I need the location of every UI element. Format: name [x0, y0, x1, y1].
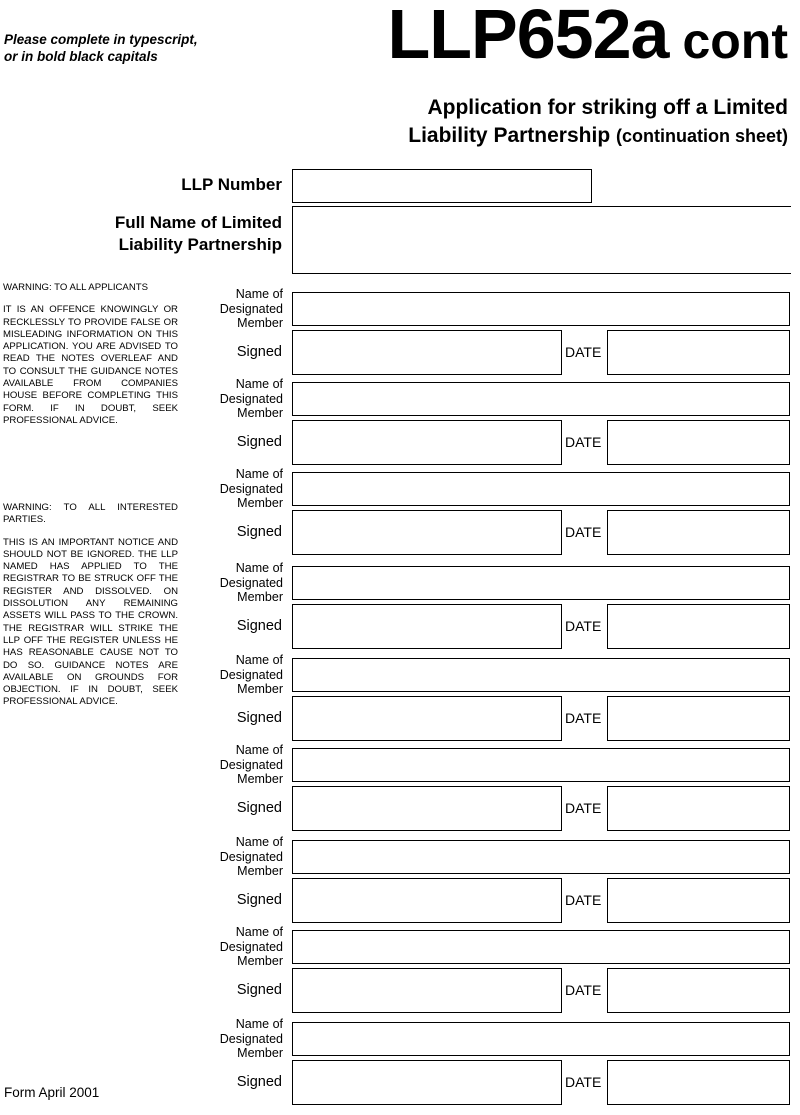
- member-date-label: DATE: [565, 344, 602, 360]
- member-name-field[interactable]: [292, 1022, 790, 1056]
- member-name-label: [193, 377, 283, 421]
- member-date-field[interactable]: [607, 786, 790, 831]
- member-date-label: DATE: [565, 618, 602, 634]
- member-name-field[interactable]: [292, 382, 790, 416]
- member-signature-field[interactable]: [292, 330, 562, 375]
- member-name-label-line-3: Member: [237, 1046, 283, 1061]
- member-signature-field[interactable]: [292, 1060, 562, 1105]
- member-date-label: DATE: [565, 1074, 602, 1090]
- member-signed-label: Signed: [236, 344, 282, 360]
- member-signed-label: Signed: [236, 434, 282, 450]
- member-name-label-line-3: Member: [237, 864, 283, 879]
- member-signed-label: Signed: [236, 800, 282, 816]
- member-signed-label: Signed: [236, 1074, 282, 1090]
- member-name-label-line-1: Name of: [235, 653, 283, 667]
- member-name-label-line-3: Member: [237, 406, 283, 421]
- member-date-field[interactable]: [607, 330, 790, 375]
- member-name-label-line-2: Designated: [219, 391, 283, 406]
- member-name-label: [193, 653, 283, 697]
- member-name-field[interactable]: [292, 292, 790, 326]
- member-signed-label: Signed: [236, 618, 282, 634]
- member-name-field[interactable]: [292, 658, 790, 692]
- warning-applicants-text: IT IS AN OFFENCE KNOWINGLY OR RECKLESSLY TO PROVIDE FALSE OR MISLEADING INFORMATION ON THIS APPLICATION. YOU ARE ADVISED TO READ THE NOTES OVERLEAF AND TO CONSULT THE GUIDANCE NOTES AVAILABLE FROM COMPANIES HOUSE BEFORE COMPLETING THIS FORM. IF IN DOUBT, SEEK PROFESSIONAL ADVICE.: [3, 304, 178, 426]
- member-name-label-line-2: Designated: [219, 757, 283, 772]
- member-date-field[interactable]: [607, 420, 790, 465]
- member-name-label-line-2: Designated: [219, 301, 283, 316]
- member-name-label-line-3: Member: [237, 316, 283, 331]
- member-signature-field[interactable]: [292, 878, 562, 923]
- full-name-label-line-1: Full Name of Limited: [114, 213, 282, 232]
- title-subtitle: (continuation sheet): [616, 126, 788, 146]
- member-name-field[interactable]: [292, 472, 790, 506]
- form-code-suffix: cont: [682, 13, 788, 69]
- member-date-field[interactable]: [607, 510, 790, 555]
- title-line-1: Application for striking off a Limited: [427, 96, 788, 119]
- full-name-label: [115, 212, 282, 256]
- member-date-label: DATE: [565, 710, 602, 726]
- member-signature-field[interactable]: [292, 604, 562, 649]
- form-title: [268, 94, 788, 150]
- full-name-field[interactable]: [292, 206, 791, 274]
- member-signed-label: Signed: [236, 710, 282, 726]
- member-name-label-line-1: Name of: [235, 467, 283, 481]
- member-date-label: DATE: [565, 434, 602, 450]
- member-signature-field[interactable]: [292, 510, 562, 555]
- member-name-label-line-2: Designated: [219, 1031, 283, 1046]
- warning-applicants-heading: WARNING: TO ALL APPLICANTS: [3, 282, 149, 293]
- llp-number-label: LLP Number: [181, 175, 282, 194]
- member-date-label: DATE: [565, 800, 602, 816]
- member-name-label-line-3: Member: [237, 954, 283, 969]
- member-date-field[interactable]: [607, 696, 790, 741]
- member-date-field[interactable]: [607, 968, 790, 1013]
- member-name-label-line-1: Name of: [235, 835, 283, 849]
- title-line-2-main: Liability Partnership: [408, 124, 611, 147]
- warning-parties-heading: WARNING: TO ALL INTERESTED PARTIES.: [3, 502, 178, 526]
- member-name-label-line-2: Designated: [219, 939, 283, 954]
- member-date-label: DATE: [565, 982, 602, 998]
- member-signature-field[interactable]: [292, 420, 562, 465]
- member-name-label: [193, 467, 283, 511]
- member-name-field[interactable]: [292, 840, 790, 874]
- member-date-field[interactable]: [607, 604, 790, 649]
- member-name-label-line-3: Member: [237, 682, 283, 697]
- member-name-field[interactable]: [292, 748, 790, 782]
- member-name-label-line-2: Designated: [219, 575, 283, 590]
- member-name-label: [193, 561, 283, 605]
- member-name-label-line-1: Name of: [235, 377, 283, 391]
- member-signature-field[interactable]: [292, 696, 562, 741]
- member-name-label-line-1: Name of: [235, 743, 283, 757]
- form-code: [388, 0, 788, 81]
- member-name-label-line-3: Member: [237, 496, 283, 511]
- member-name-label-line-2: Designated: [219, 667, 283, 682]
- llp-number-field[interactable]: [292, 169, 592, 203]
- member-name-field[interactable]: [292, 930, 790, 964]
- member-name-label: [193, 743, 283, 787]
- member-date-label: DATE: [565, 524, 602, 540]
- member-name-label-line-1: Name of: [235, 287, 283, 301]
- member-date-field[interactable]: [607, 1060, 790, 1105]
- member-date-label: DATE: [565, 892, 602, 908]
- member-name-label: [193, 287, 283, 331]
- instructions-line-1: Please complete in typescript,: [4, 32, 198, 47]
- warning-parties-text: THIS IS AN IMPORTANT NOTICE AND SHOULD NOT BE IGNORED. THE LLP NAMED HAS APPLIED TO THE REGISTRAR TO BE STRUCK OFF THE REGISTER AND DISSOLVED. ON DISSOLUTION ANY REMAINING ASSETS WILL PASS TO THE CROWN. THE REGISTRAR WILL STRIKE THE LLP OFF THE REGISTER UNLESS HE HAS REASONABLE CAUSE NOT TO DO SO. GUIDANCE NOTES ARE AVAILABLE ON GROUNDS FOR OBJECTION. IF IN DOUBT, SEEK PROFESSIONAL ADVICE.: [3, 536, 178, 708]
- member-name-field[interactable]: [292, 566, 790, 600]
- title-line-2: [268, 122, 788, 150]
- form-date: Form April 2001: [4, 1085, 100, 1100]
- member-signed-label: Signed: [236, 524, 282, 540]
- form-code-main: LLP652a: [387, 0, 669, 73]
- member-name-label-line-2: Designated: [219, 849, 283, 864]
- completion-instructions: [4, 31, 264, 65]
- warning-parties: [3, 502, 178, 719]
- member-name-label-line-1: Name of: [235, 925, 283, 939]
- member-name-label: [193, 1017, 283, 1061]
- instructions-line-2: or in bold black capitals: [4, 49, 158, 64]
- member-name-label: [193, 835, 283, 879]
- member-name-label-line-1: Name of: [235, 561, 283, 575]
- full-name-label-line-2: Liability Partnership: [118, 235, 282, 254]
- member-name-label-line-2: Designated: [219, 481, 283, 496]
- member-signature-field[interactable]: [292, 968, 562, 1013]
- member-name-label-line-3: Member: [237, 590, 283, 605]
- member-date-field[interactable]: [607, 878, 790, 923]
- warning-applicants: [3, 282, 178, 437]
- member-name-label-line-3: Member: [237, 772, 283, 787]
- member-name-label-line-1: Name of: [235, 1017, 283, 1031]
- member-signed-label: Signed: [236, 892, 282, 908]
- member-signature-field[interactable]: [292, 786, 562, 831]
- member-signed-label: Signed: [236, 982, 282, 998]
- member-name-label: [193, 925, 283, 969]
